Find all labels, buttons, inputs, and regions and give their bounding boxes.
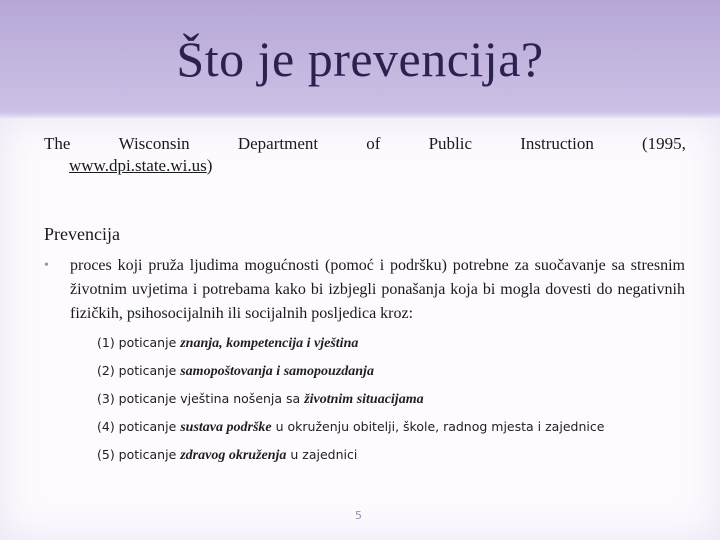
source-close-paren: ) — [206, 156, 213, 175]
source-citation — [44, 133, 686, 177]
source-word: Department — [237, 134, 319, 153]
list-item — [97, 417, 604, 445]
source-url-line — [44, 155, 686, 177]
bullet-text: proces koji pruža ljudima mogućnosti (pomoć i podršku) potrebne za suočavanje sa stresnim životnim uvjetima i potrebama kako bi izbjegli ponašanja koja bi mogla dovesti do negativnih fizičkih, psihosocijalnih ili socijalnih posljedica kroz: — [70, 257, 685, 322]
slide-title: Što je prevencija? — [176, 31, 544, 87]
source-word: Wisconsin — [118, 134, 190, 153]
item-suffix: u zajednici — [286, 447, 358, 462]
item-suffix: u okruženju obitelji, škole, radnog mjesta i zajednice — [271, 419, 605, 434]
item-prefix: (4) poticanje — [97, 419, 181, 434]
source-citation-line — [44, 133, 686, 155]
section-heading: Prevencija — [44, 224, 120, 244]
page-number: 5 — [355, 509, 362, 522]
slide-content-area — [0, 118, 720, 540]
source-word: (1995, — [642, 134, 686, 153]
item-emphasis: zdravog okruženja — [180, 448, 287, 463]
numbered-list — [97, 333, 604, 473]
bullet-icon: • — [44, 258, 49, 273]
list-item — [97, 361, 604, 389]
source-word: Instruction — [520, 134, 594, 153]
source-word: of — [366, 134, 381, 153]
list-item — [97, 333, 604, 361]
source-word: The — [44, 134, 71, 153]
item-prefix: (1) poticanje — [97, 335, 181, 350]
source-word: Public — [428, 134, 473, 153]
item-prefix: (2) poticanje — [97, 363, 181, 378]
list-item — [97, 445, 604, 473]
item-emphasis: samopoštovanja i samopouzdanja — [180, 364, 374, 379]
item-prefix: (3) poticanje vještina nošenja sa — [97, 391, 305, 406]
item-emphasis: životnim situacijama — [304, 392, 424, 407]
item-emphasis: sustava podrške — [180, 420, 272, 435]
item-prefix: (5) poticanje — [97, 447, 181, 462]
list-item — [97, 389, 604, 417]
item-emphasis: znanja, kompetencija i vještina — [180, 336, 359, 351]
source-url-link[interactable]: www.dpi.state.wi.us — [69, 156, 207, 175]
bullet-point — [44, 254, 685, 326]
